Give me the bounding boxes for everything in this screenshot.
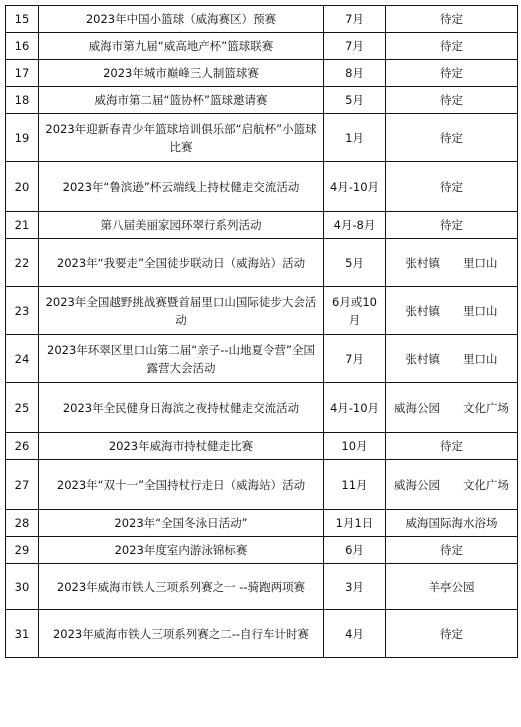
table-row (6, 114, 518, 162)
table-row (6, 33, 518, 60)
row-number-cell: 31 (6, 610, 39, 658)
event-time-cell: 6月或10月 (324, 287, 386, 335)
event-time-cell: 4月-10月 (324, 162, 386, 212)
table-row (6, 60, 518, 87)
event-name-cell: 2023年城市巅峰三人制篮球赛 (39, 60, 324, 87)
event-time-cell: 11月 (324, 460, 386, 510)
table-row (6, 212, 518, 239)
table-row (6, 537, 518, 564)
event-venue-cell: 待定 (386, 212, 518, 239)
row-number-cell: 29 (6, 537, 39, 564)
row-number-cell: 27 (6, 460, 39, 510)
event-name-cell: 2023年迎新春青少年篮球培训俱乐部“启航杯”小篮球比赛 (39, 114, 324, 162)
table-row (6, 564, 518, 610)
event-venue-cell: 威海公园 文化广场 (386, 383, 518, 433)
event-venue-cell: 待定 (386, 87, 518, 114)
events-table-body (6, 6, 518, 658)
event-venue-cell: 羊亭公园 (386, 564, 518, 610)
event-name-cell: 2023年全民健身日海滨之夜持杖健走交流活动 (39, 383, 324, 433)
event-time-cell: 3月 (324, 564, 386, 610)
table-row (6, 6, 518, 33)
event-time-cell: 7月 (324, 6, 386, 33)
events-table (5, 5, 518, 658)
event-name-cell: 威海市第二届“篮协杯”篮球邀请赛 (39, 87, 324, 114)
event-venue-cell: 待定 (386, 537, 518, 564)
event-name-cell: 2023年“双十一”全国持杖行走日（威海站）活动 (39, 460, 324, 510)
row-number-cell: 28 (6, 510, 39, 537)
table-row (6, 239, 518, 287)
event-venue-cell: 待定 (386, 6, 518, 33)
row-number-cell: 16 (6, 33, 39, 60)
event-name-cell: 2023年“鲁滨逊”杯云端线上持杖健走交流活动 (39, 162, 324, 212)
event-name-cell: 2023年全国越野挑战赛暨首届里口山国际徒步大会活动 (39, 287, 324, 335)
event-time-cell: 7月 (324, 33, 386, 60)
event-venue-cell: 待定 (386, 433, 518, 460)
row-number-cell: 23 (6, 287, 39, 335)
row-number-cell: 21 (6, 212, 39, 239)
event-time-cell: 4月 (324, 610, 386, 658)
event-name-cell: 2023年威海市持杖健走比赛 (39, 433, 324, 460)
table-row (6, 510, 518, 537)
table-row (6, 287, 518, 335)
event-venue-cell: 待定 (386, 114, 518, 162)
row-number-cell: 30 (6, 564, 39, 610)
event-name-cell: 2023年“我要走”全国徒步联动日（威海站）活动 (39, 239, 324, 287)
event-time-cell: 7月 (324, 335, 386, 383)
event-venue-cell: 张村镇 里口山 (386, 239, 518, 287)
event-time-cell: 6月 (324, 537, 386, 564)
event-venue-cell: 待定 (386, 60, 518, 87)
row-number-cell: 22 (6, 239, 39, 287)
table-row (6, 610, 518, 658)
row-number-cell: 24 (6, 335, 39, 383)
event-venue-cell: 待定 (386, 610, 518, 658)
row-number-cell: 26 (6, 433, 39, 460)
row-number-cell: 18 (6, 87, 39, 114)
row-number-cell: 15 (6, 6, 39, 33)
event-venue-cell: 威海公园 文化广场 (386, 460, 518, 510)
event-venue-cell: 待定 (386, 33, 518, 60)
event-venue-cell: 待定 (386, 162, 518, 212)
table-row (6, 383, 518, 433)
event-name-cell: 2023年中国小篮球（威海赛区）预赛 (39, 6, 324, 33)
event-name-cell: 2023年环翠区里口山第二届“亲子--山地夏令营”全国露营大会活动 (39, 335, 324, 383)
event-time-cell: 4月-8月 (324, 212, 386, 239)
event-time-cell: 8月 (324, 60, 386, 87)
table-row (6, 87, 518, 114)
event-time-cell: 4月-10月 (324, 383, 386, 433)
row-number-cell: 19 (6, 114, 39, 162)
event-time-cell: 5月 (324, 239, 386, 287)
event-time-cell: 10月 (324, 433, 386, 460)
event-venue-cell: 张村镇 里口山 (386, 287, 518, 335)
event-name-cell: 2023年度室内游泳锦标赛 (39, 537, 324, 564)
table-row (6, 335, 518, 383)
event-venue-cell: 张村镇 里口山 (386, 335, 518, 383)
event-name-cell: 2023年“全国冬泳日活动” (39, 510, 324, 537)
event-time-cell: 1月 (324, 114, 386, 162)
event-name-cell: 威海市第九届“威高地产杯”篮球联赛 (39, 33, 324, 60)
row-number-cell: 20 (6, 162, 39, 212)
table-row (6, 460, 518, 510)
event-venue-cell: 威海国际海水浴场 (386, 510, 518, 537)
event-time-cell: 5月 (324, 87, 386, 114)
table-row (6, 162, 518, 212)
table-row (6, 433, 518, 460)
event-name-cell: 2023年威海市铁人三项系列赛之一 --骑跑两项赛 (39, 564, 324, 610)
event-time-cell: 1月1日 (324, 510, 386, 537)
event-name-cell: 第八届美丽家园环翠行系列活动 (39, 212, 324, 239)
event-name-cell: 2023年威海市铁人三项系列赛之二--自行车计时赛 (39, 610, 324, 658)
row-number-cell: 25 (6, 383, 39, 433)
row-number-cell: 17 (6, 60, 39, 87)
